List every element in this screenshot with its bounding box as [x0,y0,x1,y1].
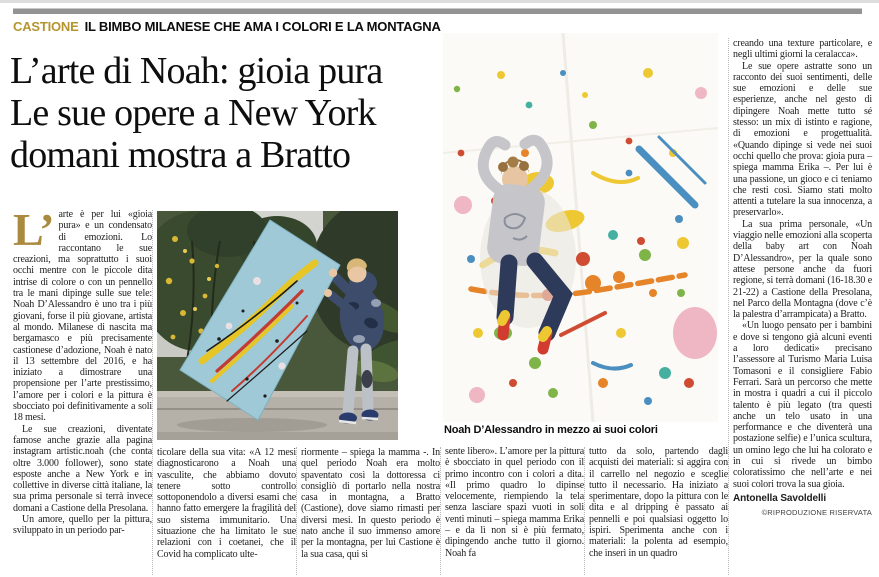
photo-noah-holding-canvas [157,211,398,440]
paragraph: Le sue opere astratte sono un racconto dei suoi sentimenti, delle sue emozioni e delle sue esperienze, anche nel gesto di dipingere Noah mette tutto sé stesso: un mix di istinto e ragione, di emozioni e progettualità. «Quando dipinge si vede nei suoi occhi quello che prova: gioia pura – spiega mamma Erika –. Per lui è una passione, un gioco e ci teniamo che resti così. Siamo stati molto attenti a tutelare la sua innocenza, a preservarlo». [733,60,872,219]
paragraph: riormente – spiega la mamma -. In quel periodo Noah era molto spaventato così la dottoressa ci consigliò di portarlo nella nostra casa in montagna, a Bratto (Castione), dove siamo rimasti per diversi mesi. In questo periodo è nato anche il suo immenso amore per la montagna, per lui Castione è la sua casa, qui si [301,447,440,560]
paragraph: tutto da solo, partendo dagli acquisti dei materiali: si aggira con il carrello nel negozio e sceglie tutto il necessario. Ha iniziato a sperimentare, dopo la pittura con le dita e al dripping è passato ai pennelli e poi qualsiasi oggetto lo ispiri. Sperimenta anche con i materiali: la polenta ad esempio, che inserì in un quadro [589,446,728,559]
column-rule [152,210,153,575]
article-column-1 [13,204,152,577]
paragraph: ticolare della sua vita: «A 12 mesi diagnosticarono a Noah una vasculite, che abbiamo dovuto tenere sotto controllo sottoponendolo a diversi esami che hanno fatto emergere la fragilità del suo sistema immunitario. Una situazione che ha limitato le sue relazioni con i coetanei, che il Covid ha complicato ulte- [157,447,296,560]
kicker [13,19,862,34]
article-column-2 [157,447,296,575]
page-top-hairline [0,0,879,3]
kicker-location: CASTIONE [13,19,79,34]
paragraph: sente libero». L’amore per la pittura è sbocciato in quel periodo con il primo incontro con i colori a dita. «Il primo quadro lo dipinse velocemente, riempiendo la tela senza lasciare spazi vuoti in soli venti minuti – spiega mamma Erika – e da lì non si è più fermato, dipingendo anche tutto il giorno. Noah fa [445,446,584,559]
section-divider-bar [13,8,862,14]
article-column-3 [301,447,440,575]
column-rule [584,447,585,575]
column-rule [728,38,729,575]
paragraph: La sua prima personale, «Un viaggio nelle emozioni alla scoperta della baby art con Noah D’Alessandro», per la quale sono attese persone anche da fuori regione, si terrà domani (16-18.30 e 21-22) a Castione della Presolana, nel Parco della Montagna (dove c’è la palestra d’arrampicata) a Bratto. [733,218,872,321]
paragraph-lead-text: arte è per lui «gioia pura» e un condensato di emozioni. Lo raccontano le sue creazioni, ma soprattutto i suoi occhi mentre con le piccole dita intrise di colore o con un pennello tra le mani dipinge sulle sue tele: Noah D’Alessandro è uno tra i più giovani, forse il più giovane, artista al mondo. Milanese di nascita ma bergamasco e più precisamente castionese d’adozione, Noah è nato il 13 settembre del 2016, e ha iniziato a dimostrare una propensione per l’arte prestissimo, l’amore per i colori e la pittura è sbocciato poi definitivamente a soli 18 mesi. [13,209,152,424]
photo-caption: Noah D’Alessandro in mezzo ai suoi colori [444,424,658,436]
article-column-6 [733,38,872,575]
article-column-4 [445,446,584,575]
headline-line-2: Le sue opere a New York [10,92,376,134]
column-rule [296,447,297,575]
kicker-text: IL BIMBO MILANESE CHE AMA I COLORI E LA MONTAGNA [84,19,441,34]
copyright-notice: ©RIPRODUZIONE RISERVATA [761,508,872,518]
paragraph: creando una texture particolare, e negli ultimi giorni la ceralacca». [733,38,872,61]
headline-line-3: domani mostra a Bratto [10,134,351,176]
paragraph: «Un luogo pensato per i bambini e dove si tengono già alcuni eventi a loro dedicati» precisano l’assessore al Turismo Maria Luisa Tomasoni e il consigliere Fabio Ferrari. Sarà un percorso che mette in mostra i quadri a cui il piccolo talento è più legato (tra questi anche un telo usato in una performance e che diventerà una postazione selfie) e l’unica scultura, un omino lego che lui ha colorato e in cui si rivede un bimbo coloratissimo che nell’arte e nei suoi colori trova la sua gioia. [733,320,872,490]
paragraph-lead [13,204,152,424]
photo-noah-on-paint-canvas [443,33,718,422]
byline: Antonella Savoldelli [733,492,827,504]
drop-cap: L’ [13,204,55,255]
paragraph: Un amore, quello per la pittura, sviluppato in un periodo par- [13,514,152,537]
paragraph: Le sue creazioni, diventate famose anche grazie alla pagina instagram artistic.noah (che conta oltre 3.000 follower), sono state esposte anche a New York e in collettive in diverse città italiane, la sua prima personale si terrà invece domani a Castione della Presolana. [13,423,152,514]
article-headline [10,50,470,176]
column-rule [440,447,441,575]
headline-line-1: L’arte di Noah: gioia pura [10,50,383,92]
article-column-5 [589,446,728,575]
